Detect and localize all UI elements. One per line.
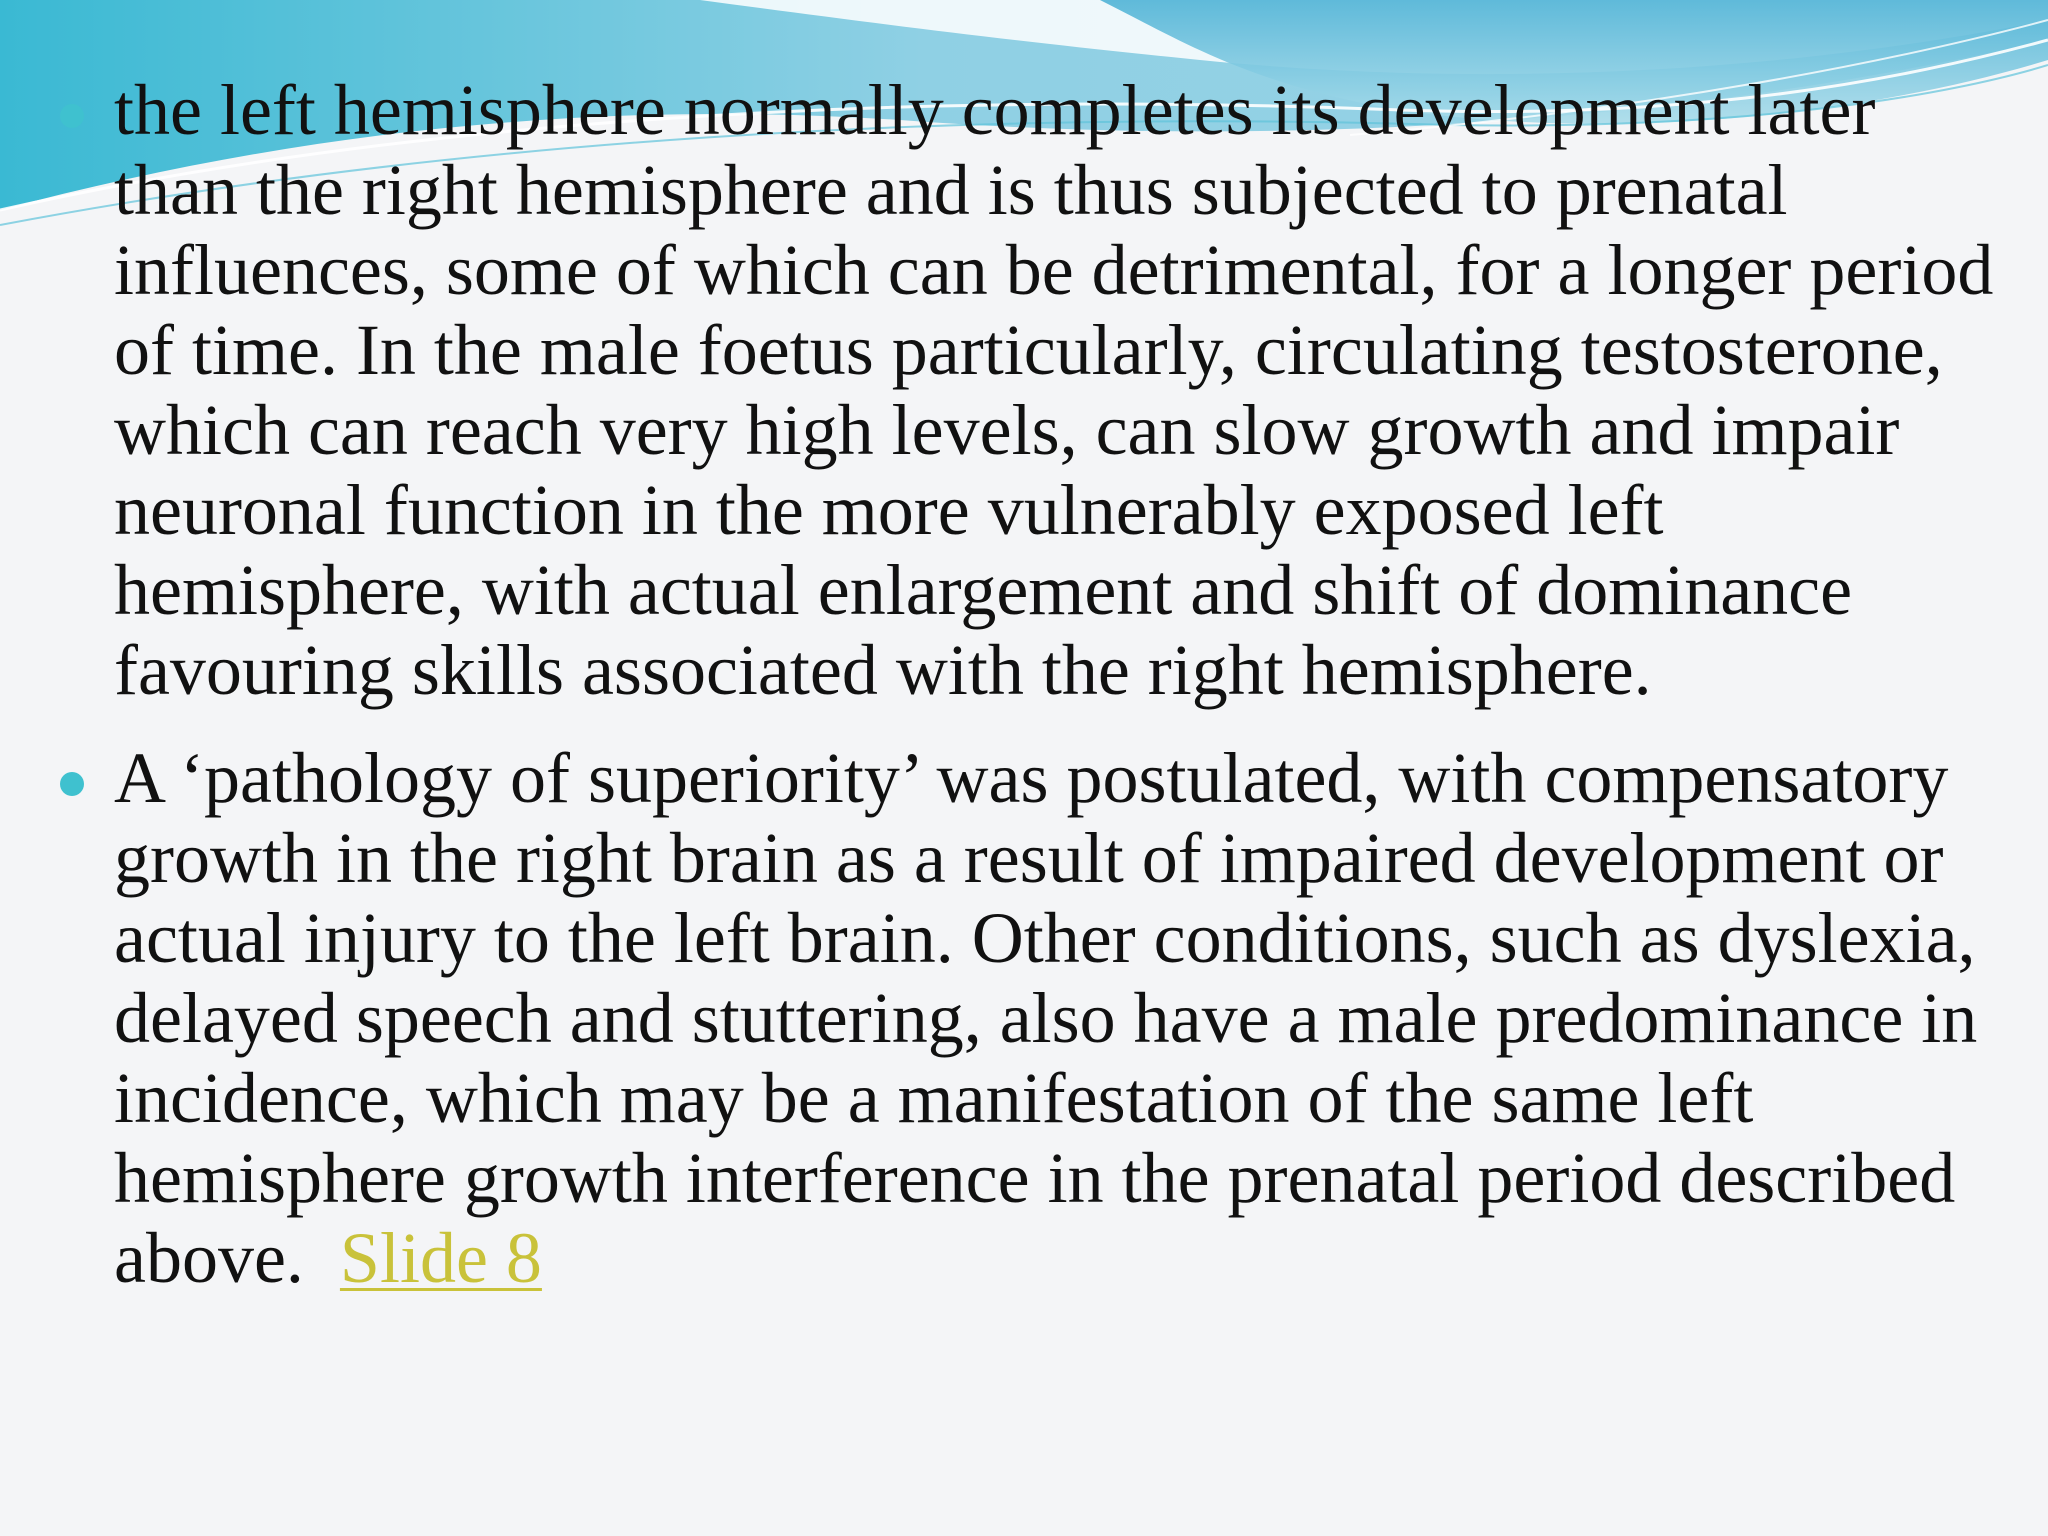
slide-8-link[interactable]: Slide 8	[339, 1218, 542, 1298]
bullet-item	[54, 70, 2014, 710]
bullet-text	[114, 738, 2014, 1298]
bullet-item	[54, 738, 2014, 1298]
bullet-dot-icon	[60, 772, 84, 796]
bullet-dot-icon	[60, 104, 84, 128]
slide-content	[54, 70, 2014, 1326]
bullet-text-body: A ‘pathology of superiority’ was postulated, with compensatory growth in the right brain as a result of impaired development or actual injury to the left brain. Other conditions, such as dyslexia, delayed speech and stuttering, also have a male predominance in incidence, which may be a manifestation of the same left hemisphere growth interference in the prenatal period described above.	[114, 738, 1978, 1298]
bullet-text: the left hemisphere normally completes its development later than the right hemisphere and is thus subjected to prenatal influences, some of which can be detrimental, for a longer period of time. In the male foetus particularly, circulating testosterone, which can reach very high levels, can slow growth and impair neuronal function in the more vulnerably exposed left hemisphere, with actual enlargement and shift of dominance favouring skills associated with the right hemisphere.	[114, 70, 1994, 710]
